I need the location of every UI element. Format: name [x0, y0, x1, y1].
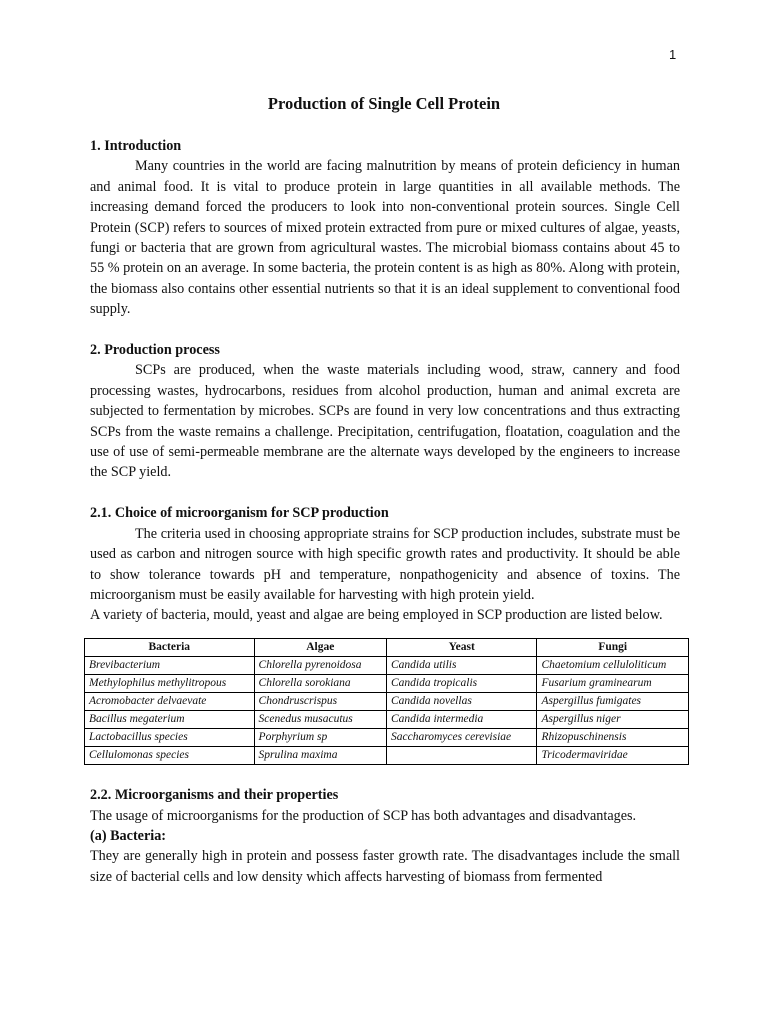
table-cell: Acromobacter delvaevate	[85, 692, 255, 710]
table-cell: Fusarium graminearum	[537, 674, 689, 692]
section-heading-production-process: 2. Production process	[90, 342, 220, 359]
bacteria-paragraph: They are generally high in protein and possess faster growth rate. The disadvantages include the small size of bacterial cells and low density which affects harvesting of biomass from fermented	[90, 848, 680, 885]
table-header-row	[85, 638, 689, 656]
table-cell: Lactobacillus species	[85, 728, 255, 746]
column-header-algae: Algae	[254, 638, 386, 656]
table-cell: Chondruscrispus	[254, 692, 386, 710]
introduction-paragraph: Many countries in the world are facing malnutrition by means of protein deficiency in human and animal food. It is vital to produce protein in large quantities in all available methods. The increasing demand forced the producers to look into non-conventional protein sources. Single Cell Protein (SCP) refers to sources of mixed protein extracted from pure or mixed cultures of algae, yeasts, fungi or bacteria that are grown from agricultural wastes. The microbial biomass contains about 45 to 55 % protein on an average. In some bacteria, the protein content is as high as 80%. Along with protein, the biomass also contains other essential nutrients so that it is an ideal supplement to conventional food supply.	[90, 158, 680, 318]
table-row	[85, 710, 689, 728]
table-cell: Aspergillus fumigates	[537, 692, 689, 710]
table-cell: Rhizopuschinensis	[537, 728, 689, 746]
table-cell: Bacillus megaterium	[85, 710, 255, 728]
table-row	[85, 674, 689, 692]
table-cell	[386, 746, 536, 764]
table-cell: Brevibacterium	[85, 656, 255, 674]
table-cell: Candida novellas	[386, 692, 536, 710]
table-cell: Porphyrium sp	[254, 728, 386, 746]
table-cell: Scenedus musacutus	[254, 710, 386, 728]
table-cell: Candida utilis	[386, 656, 536, 674]
document-body	[90, 136, 680, 887]
table-cell: Chlorella sorokiana	[254, 674, 386, 692]
table-row	[85, 728, 689, 746]
choice-list-intro: A variety of bacteria, mould, yeast and algae are being employed in SCP production are listed below.	[90, 607, 663, 624]
subsection-heading-bacteria: (a) Bacteria:	[90, 827, 167, 844]
table-cell: Candida intermedia	[386, 710, 536, 728]
table-cell: Methylophilus methylitropous	[85, 674, 255, 692]
section-heading-choice-of-microorganism: 2.1. Choice of microorganism for SCP production	[90, 505, 389, 522]
table-row	[85, 692, 689, 710]
microorganism-table	[84, 638, 689, 765]
table-cell: Aspergillus niger	[537, 710, 689, 728]
section-heading-microorganism-properties: 2.2. Microorganisms and their properties	[90, 787, 339, 804]
table-cell: Candida tropicalis	[386, 674, 536, 692]
column-header-fungi: Fungi	[537, 638, 689, 656]
table-cell: Saccharomyces cerevisiae	[386, 728, 536, 746]
table-row	[85, 746, 689, 764]
column-header-yeast: Yeast	[386, 638, 536, 656]
table-cell: Cellulomonas species	[85, 746, 255, 764]
table-cell: Tricodermaviridae	[537, 746, 689, 764]
choice-paragraph: The criteria used in choosing appropriate strains for SCP production includes, substrate must be used as carbon and nitrogen source with high specific growth rates and productivity. It should be able to show tolerance towards pH and temperature, nonpathogenicity and absence of toxins. The microorganism must be easily available for harvesting with high protein yield.	[90, 525, 680, 603]
section-heading-introduction: 1. Introduction	[90, 138, 182, 154]
production-process-paragraph: SCPs are produced, when the waste materials including wood, straw, cannery and food processing wastes, hydrocarbons, residues from alcohol production, human and animal excreta are subjected to fermentation by microbes. SCPs are found in very low concentrations and thus extracting SCPs from the waste remains a challenge. Precipitation, centrifugation, floatation, coagulation and the use of use of semi-permeable membrane are the alternate ways developed by the engineers to increase the SCP yield.	[90, 362, 680, 481]
column-header-bacteria: Bacteria	[85, 638, 255, 656]
table-cell: Sprulina maxima	[254, 746, 386, 764]
properties-paragraph: The usage of microorganisms for the production of SCP has both advantages and disadvantages.	[90, 807, 637, 824]
table-cell: Chlorella pyrenoidosa	[254, 656, 386, 674]
document-title: Production of Single Cell Protein	[267, 94, 501, 113]
table-cell: Chaetomium celluloliticum	[537, 656, 689, 674]
table-row	[85, 656, 689, 674]
page-number: 1	[669, 47, 677, 62]
